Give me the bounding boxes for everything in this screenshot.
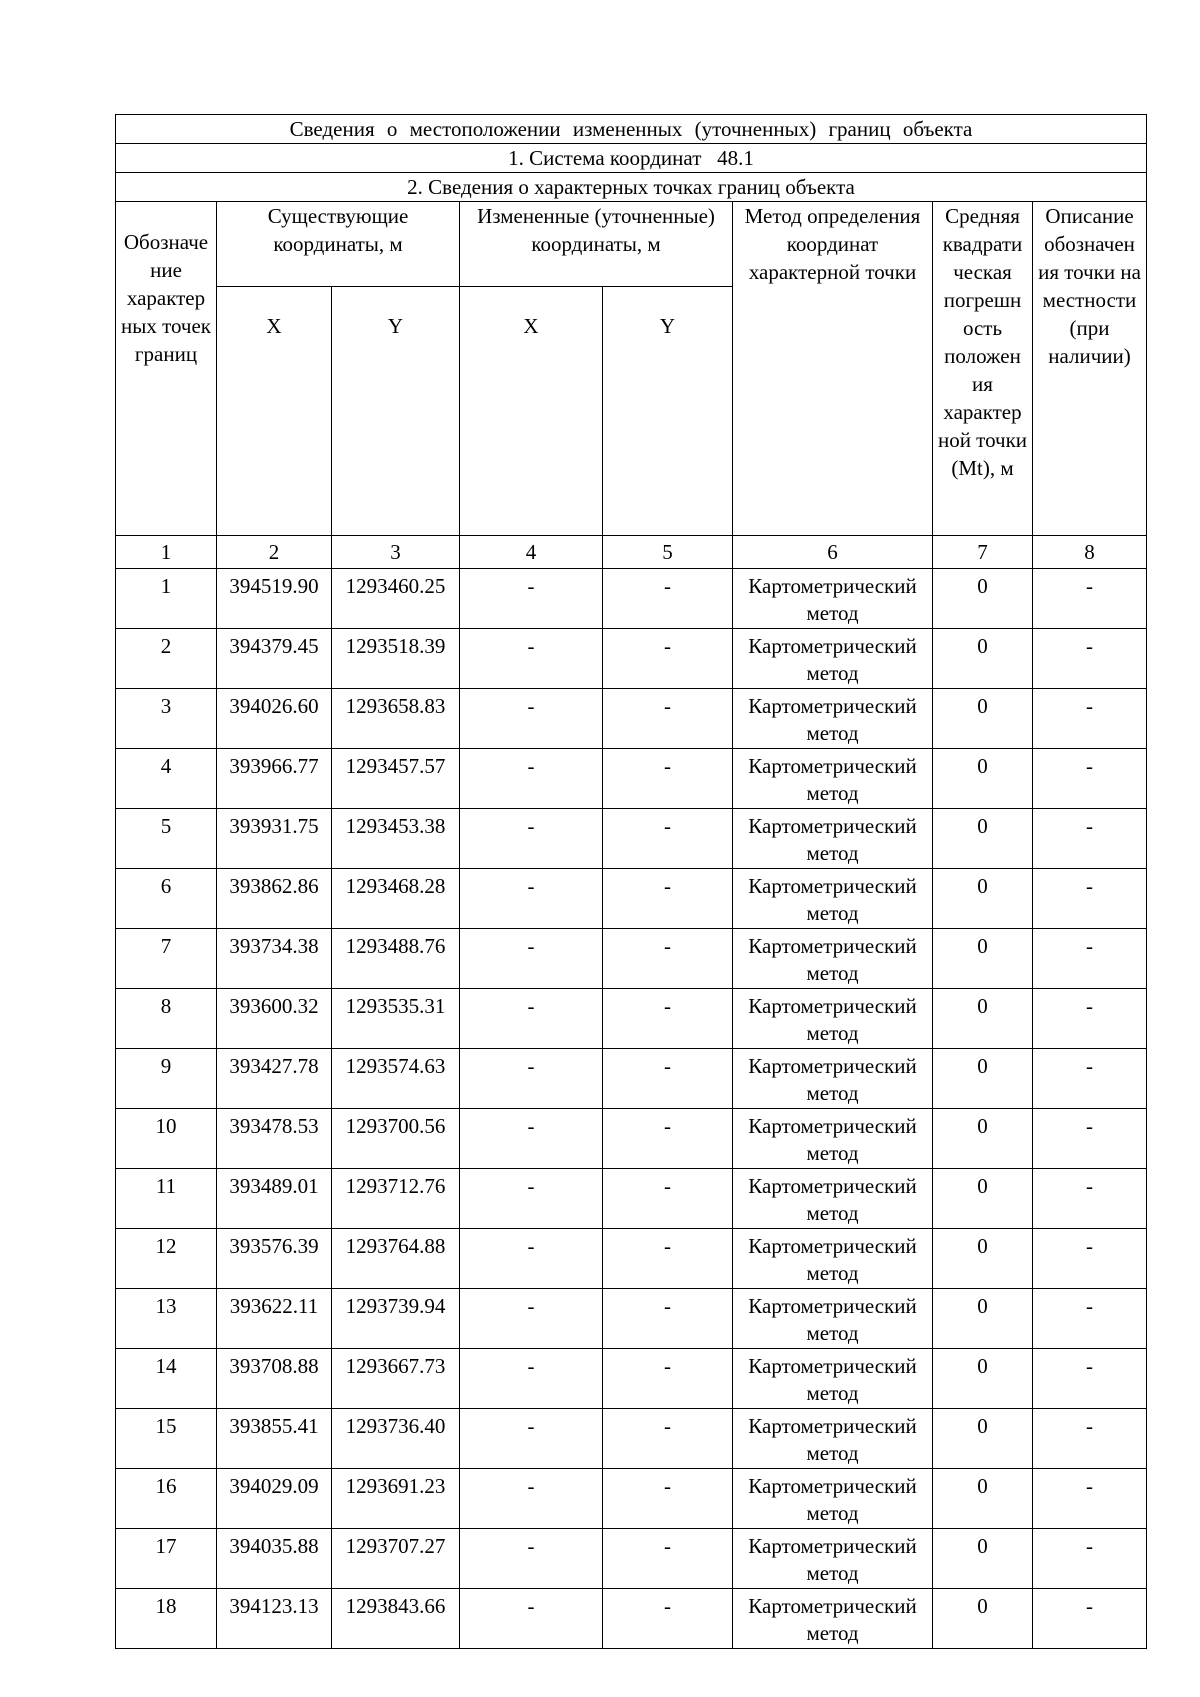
point-number: 13 xyxy=(116,1289,217,1349)
description-value: - xyxy=(1033,689,1147,749)
changed-x-value: - xyxy=(460,1349,603,1409)
accuracy-value: 0 xyxy=(933,1229,1033,1289)
table-row xyxy=(116,1229,1147,1289)
method-value: Картометрический метод xyxy=(733,689,933,749)
existing-x-value: 394035.88 xyxy=(217,1529,332,1589)
method-value: Картометрический метод xyxy=(733,1589,933,1649)
description-value: - xyxy=(1033,1229,1147,1289)
existing-x-value: 393478.53 xyxy=(217,1109,332,1169)
description-value: - xyxy=(1033,1289,1147,1349)
method-value: Картометрический метод xyxy=(733,569,933,629)
changed-y-value: - xyxy=(603,1529,733,1589)
existing-x-value: 393931.75 xyxy=(217,809,332,869)
point-number: 9 xyxy=(116,1049,217,1109)
existing-x-value: 394026.60 xyxy=(217,689,332,749)
existing-y-value: 1293739.94 xyxy=(332,1289,460,1349)
changed-y-value: - xyxy=(603,1409,733,1469)
description-value: - xyxy=(1033,989,1147,1049)
accuracy-value: 0 xyxy=(933,989,1033,1049)
changed-y-value: - xyxy=(603,569,733,629)
point-number: 15 xyxy=(116,1409,217,1469)
description-value: - xyxy=(1033,569,1147,629)
changed-y-value: - xyxy=(603,1049,733,1109)
description-value: - xyxy=(1033,929,1147,989)
method-value: Картометрический метод xyxy=(733,1349,933,1409)
description-value: - xyxy=(1033,1529,1147,1589)
existing-y-value: 1293574.63 xyxy=(332,1049,460,1109)
existing-x-value: 394519.90 xyxy=(217,569,332,629)
header-changed-x: X xyxy=(460,287,603,536)
accuracy-value: 0 xyxy=(933,1469,1033,1529)
method-value: Картометрический метод xyxy=(733,1289,933,1349)
method-value: Картометрический метод xyxy=(733,1169,933,1229)
existing-y-value: 1293691.23 xyxy=(332,1469,460,1529)
changed-y-value: - xyxy=(603,749,733,809)
changed-x-value: - xyxy=(460,1169,603,1229)
accuracy-value: 0 xyxy=(933,1529,1033,1589)
accuracy-value: 0 xyxy=(933,689,1033,749)
accuracy-value: 0 xyxy=(933,809,1033,869)
table-row xyxy=(116,929,1147,989)
description-value: - xyxy=(1033,809,1147,869)
table-title: Сведения о местоположении измененных (уточненных) границ объекта xyxy=(116,115,1147,144)
existing-y-value: 1293658.83 xyxy=(332,689,460,749)
point-number: 16 xyxy=(116,1469,217,1529)
point-number: 5 xyxy=(116,809,217,869)
existing-x-value: 394123.13 xyxy=(217,1589,332,1649)
existing-y-value: 1293667.73 xyxy=(332,1349,460,1409)
table-row xyxy=(116,809,1147,869)
column-number: 7 xyxy=(933,536,1033,569)
table-row xyxy=(116,1349,1147,1409)
column-numbers-row xyxy=(116,536,1147,569)
point-number: 2 xyxy=(116,629,217,689)
changed-x-value: - xyxy=(460,629,603,689)
column-number: 3 xyxy=(332,536,460,569)
header-changed-y: Y xyxy=(603,287,733,536)
changed-x-value: - xyxy=(460,1409,603,1469)
header-existing-y: Y xyxy=(332,287,460,536)
point-number: 11 xyxy=(116,1169,217,1229)
method-value: Картометрический метод xyxy=(733,1049,933,1109)
table-row xyxy=(116,749,1147,809)
existing-y-value: 1293453.38 xyxy=(332,809,460,869)
accuracy-value: 0 xyxy=(933,929,1033,989)
existing-x-value: 393855.41 xyxy=(217,1409,332,1469)
header-changed-coords: Измененные (уточненные) координаты, м xyxy=(460,202,733,287)
existing-x-value: 394379.45 xyxy=(217,629,332,689)
point-number: 7 xyxy=(116,929,217,989)
description-value: - xyxy=(1033,869,1147,929)
header-accuracy: Средняя квадрати ческая погрешн ость положен ия характер ной точки (Mt), м xyxy=(933,202,1033,536)
existing-x-value: 393622.11 xyxy=(217,1289,332,1349)
table-row xyxy=(116,989,1147,1049)
description-value: - xyxy=(1033,1109,1147,1169)
existing-x-value: 393489.01 xyxy=(217,1169,332,1229)
header-existing-x: X xyxy=(217,287,332,536)
accuracy-value: 0 xyxy=(933,1109,1033,1169)
existing-y-value: 1293712.76 xyxy=(332,1169,460,1229)
changed-x-value: - xyxy=(460,869,603,929)
accuracy-value: 0 xyxy=(933,1349,1033,1409)
existing-x-value: 393708.88 xyxy=(217,1349,332,1409)
changed-x-value: - xyxy=(460,749,603,809)
table-row xyxy=(116,1409,1147,1469)
table-row xyxy=(116,1049,1147,1109)
existing-x-value: 393966.77 xyxy=(217,749,332,809)
header-method: Метод определения координат характерной точки xyxy=(733,202,933,536)
description-value: - xyxy=(1033,1589,1147,1649)
changed-y-value: - xyxy=(603,1289,733,1349)
existing-x-value: 393600.32 xyxy=(217,989,332,1049)
point-number: 3 xyxy=(116,689,217,749)
point-number: 6 xyxy=(116,869,217,929)
point-number: 14 xyxy=(116,1349,217,1409)
changed-x-value: - xyxy=(460,929,603,989)
column-number: 8 xyxy=(1033,536,1147,569)
changed-y-value: - xyxy=(603,1229,733,1289)
existing-y-value: 1293468.28 xyxy=(332,869,460,929)
changed-x-value: - xyxy=(460,809,603,869)
changed-y-value: - xyxy=(603,809,733,869)
existing-x-value: 393734.38 xyxy=(217,929,332,989)
accuracy-value: 0 xyxy=(933,1409,1033,1469)
existing-x-value: 393862.86 xyxy=(217,869,332,929)
changed-y-value: - xyxy=(603,989,733,1049)
changed-x-value: - xyxy=(460,989,603,1049)
changed-x-value: - xyxy=(460,1229,603,1289)
description-value: - xyxy=(1033,1409,1147,1469)
changed-x-value: - xyxy=(460,1109,603,1169)
method-value: Картометрический метод xyxy=(733,1109,933,1169)
changed-x-value: - xyxy=(460,1049,603,1109)
changed-y-value: - xyxy=(603,929,733,989)
table-row xyxy=(116,569,1147,629)
method-value: Картометрический метод xyxy=(733,869,933,929)
column-number: 5 xyxy=(603,536,733,569)
description-value: - xyxy=(1033,1169,1147,1229)
column-number: 2 xyxy=(217,536,332,569)
point-number: 17 xyxy=(116,1529,217,1589)
point-number: 8 xyxy=(116,989,217,1049)
changed-y-value: - xyxy=(603,869,733,929)
method-value: Картометрический метод xyxy=(733,1409,933,1469)
accuracy-value: 0 xyxy=(933,569,1033,629)
changed-y-value: - xyxy=(603,1109,733,1169)
existing-y-value: 1293700.56 xyxy=(332,1109,460,1169)
table-row xyxy=(116,1169,1147,1229)
changed-x-value: - xyxy=(460,1469,603,1529)
method-value: Картометрический метод xyxy=(733,929,933,989)
changed-x-value: - xyxy=(460,1529,603,1589)
existing-y-value: 1293535.31 xyxy=(332,989,460,1049)
accuracy-value: 0 xyxy=(933,749,1033,809)
point-number: 12 xyxy=(116,1229,217,1289)
existing-y-value: 1293707.27 xyxy=(332,1529,460,1589)
column-number: 6 xyxy=(733,536,933,569)
header-point-id: Обозначе ние характер ных точек границ xyxy=(116,202,217,536)
existing-y-value: 1293460.25 xyxy=(332,569,460,629)
existing-y-value: 1293843.66 xyxy=(332,1589,460,1649)
existing-y-value: 1293736.40 xyxy=(332,1409,460,1469)
changed-x-value: - xyxy=(460,1289,603,1349)
changed-x-value: - xyxy=(460,689,603,749)
accuracy-value: 0 xyxy=(933,1589,1033,1649)
method-value: Картометрический метод xyxy=(733,1229,933,1289)
description-value: - xyxy=(1033,1349,1147,1409)
description-value: - xyxy=(1033,629,1147,689)
table-row xyxy=(116,629,1147,689)
changed-y-value: - xyxy=(603,1469,733,1529)
coordinate-system: 1. Система координат 48.1 xyxy=(116,144,1147,173)
description-value: - xyxy=(1033,1049,1147,1109)
point-number: 18 xyxy=(116,1589,217,1649)
table-row xyxy=(116,1529,1147,1589)
table-row xyxy=(116,1109,1147,1169)
existing-y-value: 1293488.76 xyxy=(332,929,460,989)
accuracy-value: 0 xyxy=(933,1169,1033,1229)
method-value: Картометрический метод xyxy=(733,809,933,869)
method-value: Картометрический метод xyxy=(733,989,933,1049)
table-row xyxy=(116,869,1147,929)
table-row xyxy=(116,1589,1147,1649)
changed-y-value: - xyxy=(603,689,733,749)
existing-x-value: 393576.39 xyxy=(217,1229,332,1289)
method-value: Картометрический метод xyxy=(733,629,933,689)
method-value: Картометрический метод xyxy=(733,1469,933,1529)
changed-y-value: - xyxy=(603,1169,733,1229)
accuracy-value: 0 xyxy=(933,1289,1033,1349)
accuracy-value: 0 xyxy=(933,629,1033,689)
description-value: - xyxy=(1033,1469,1147,1529)
column-number: 1 xyxy=(116,536,217,569)
changed-x-value: - xyxy=(460,569,603,629)
changed-y-value: - xyxy=(603,1589,733,1649)
column-number: 4 xyxy=(460,536,603,569)
header-description: Описание обозначен ия точки на местности (при наличии) xyxy=(1033,202,1147,536)
method-value: Картометрический метод xyxy=(733,1529,933,1589)
existing-y-value: 1293518.39 xyxy=(332,629,460,689)
existing-y-value: 1293457.57 xyxy=(332,749,460,809)
point-number: 4 xyxy=(116,749,217,809)
existing-x-value: 393427.78 xyxy=(217,1049,332,1109)
point-number: 1 xyxy=(116,569,217,629)
existing-x-value: 394029.09 xyxy=(217,1469,332,1529)
method-value: Картометрический метод xyxy=(733,749,933,809)
boundary-points-table xyxy=(115,114,1147,1649)
header-existing-coords: Существующие координаты, м xyxy=(217,202,460,287)
point-number: 10 xyxy=(116,1109,217,1169)
table-row xyxy=(116,689,1147,749)
changed-y-value: - xyxy=(603,1349,733,1409)
description-value: - xyxy=(1033,749,1147,809)
changed-y-value: - xyxy=(603,629,733,689)
accuracy-value: 0 xyxy=(933,1049,1033,1109)
table-row xyxy=(116,1289,1147,1349)
changed-x-value: - xyxy=(460,1589,603,1649)
table-row xyxy=(116,1469,1147,1529)
existing-y-value: 1293764.88 xyxy=(332,1229,460,1289)
section-heading: 2. Сведения о характерных точках границ объекта xyxy=(116,173,1147,202)
accuracy-value: 0 xyxy=(933,869,1033,929)
